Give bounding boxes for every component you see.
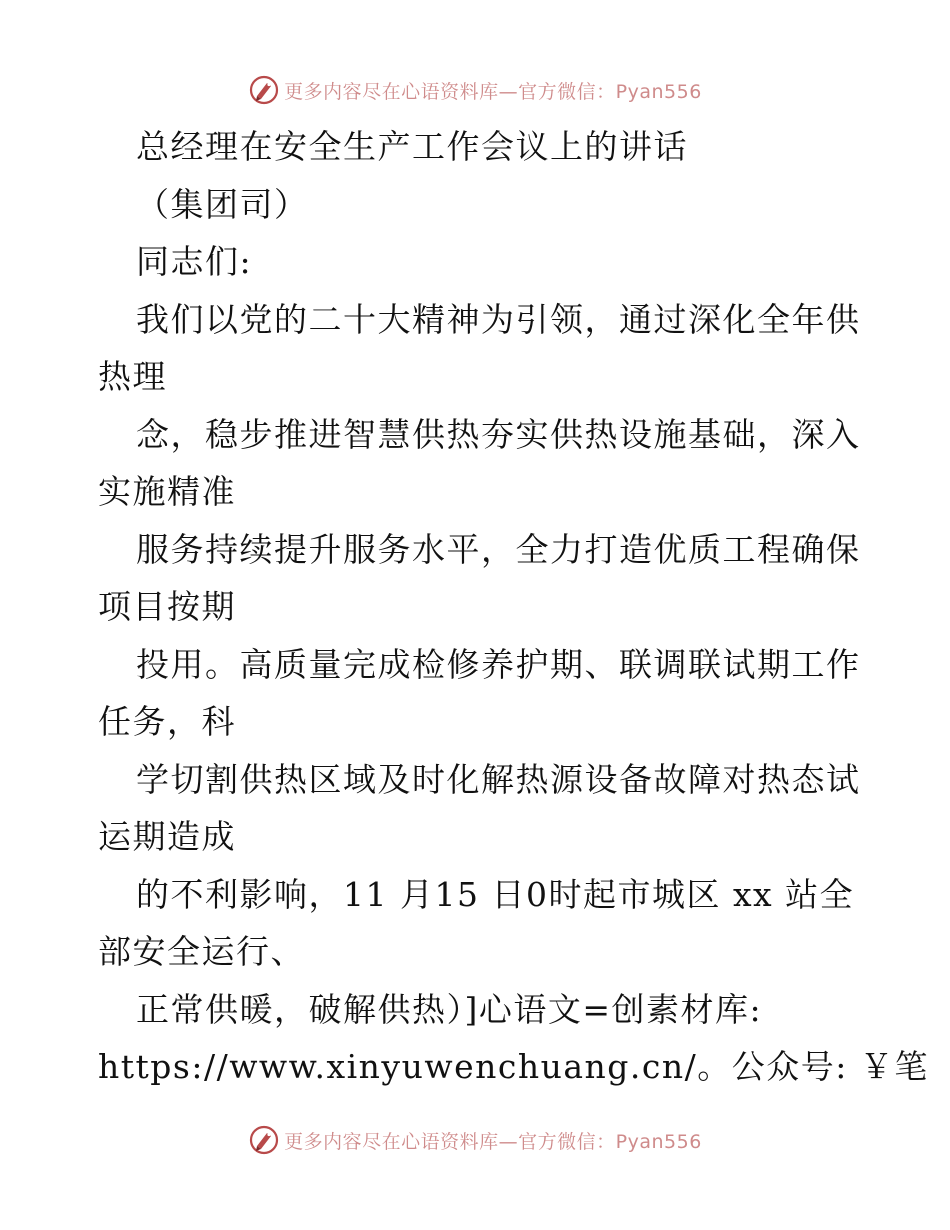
- pen-logo-icon: [248, 1124, 280, 1156]
- document-line: 实施精准: [98, 472, 236, 511]
- pen-logo-icon: [248, 74, 280, 106]
- document-line: 正常供暖，破解供热）]心语文=创素材库:: [136, 989, 763, 1029]
- document-line: 任务，科: [98, 702, 236, 741]
- document-line: 投用。高质量完成检修养护期、联调联试期工作: [136, 644, 861, 684]
- footer-watermark-text: 更多内容尽在心语资料库—官方微信：Pyan556: [284, 1130, 702, 1153]
- document-line: 项目按期: [98, 587, 236, 626]
- document-line: 热理: [98, 357, 167, 396]
- document-line: 同志们:: [136, 242, 253, 281]
- document-line: https://www.xinyuwenchuang.cn/。公众号: ￥笔: [98, 1047, 929, 1086]
- document-line: 学切割供热区域及时化解热源设备故障对热态试: [136, 759, 861, 799]
- footer-watermark: [0, 1120, 950, 1160]
- document-line: 部安全运行、: [98, 932, 305, 971]
- document-line: 总经理在安全生产工作会议上的讲话: [136, 127, 688, 166]
- header-watermark-inner: [248, 74, 702, 106]
- document-line: 服务持续提升服务水平，全力打造优质工程确保: [136, 529, 861, 569]
- footer-watermark-inner: [248, 1124, 702, 1156]
- header-watermark-text: 更多内容尽在心语资料库—官方微信：Pyan556: [284, 80, 702, 103]
- document-line: （集团司）: [136, 184, 309, 224]
- document-body: [98, 118, 929, 1096]
- document-line: 念，稳步推进智慧供热夯实供热设施基础，深入: [136, 414, 861, 454]
- document-line: 运期造成: [98, 817, 236, 856]
- header-watermark: [0, 70, 950, 110]
- document-line: 我们以党的二十大精神为引领，通过深化全年供: [136, 299, 861, 339]
- document-line: 的不利影响，11 月15 日0时起市城区 xx 站全: [136, 874, 855, 914]
